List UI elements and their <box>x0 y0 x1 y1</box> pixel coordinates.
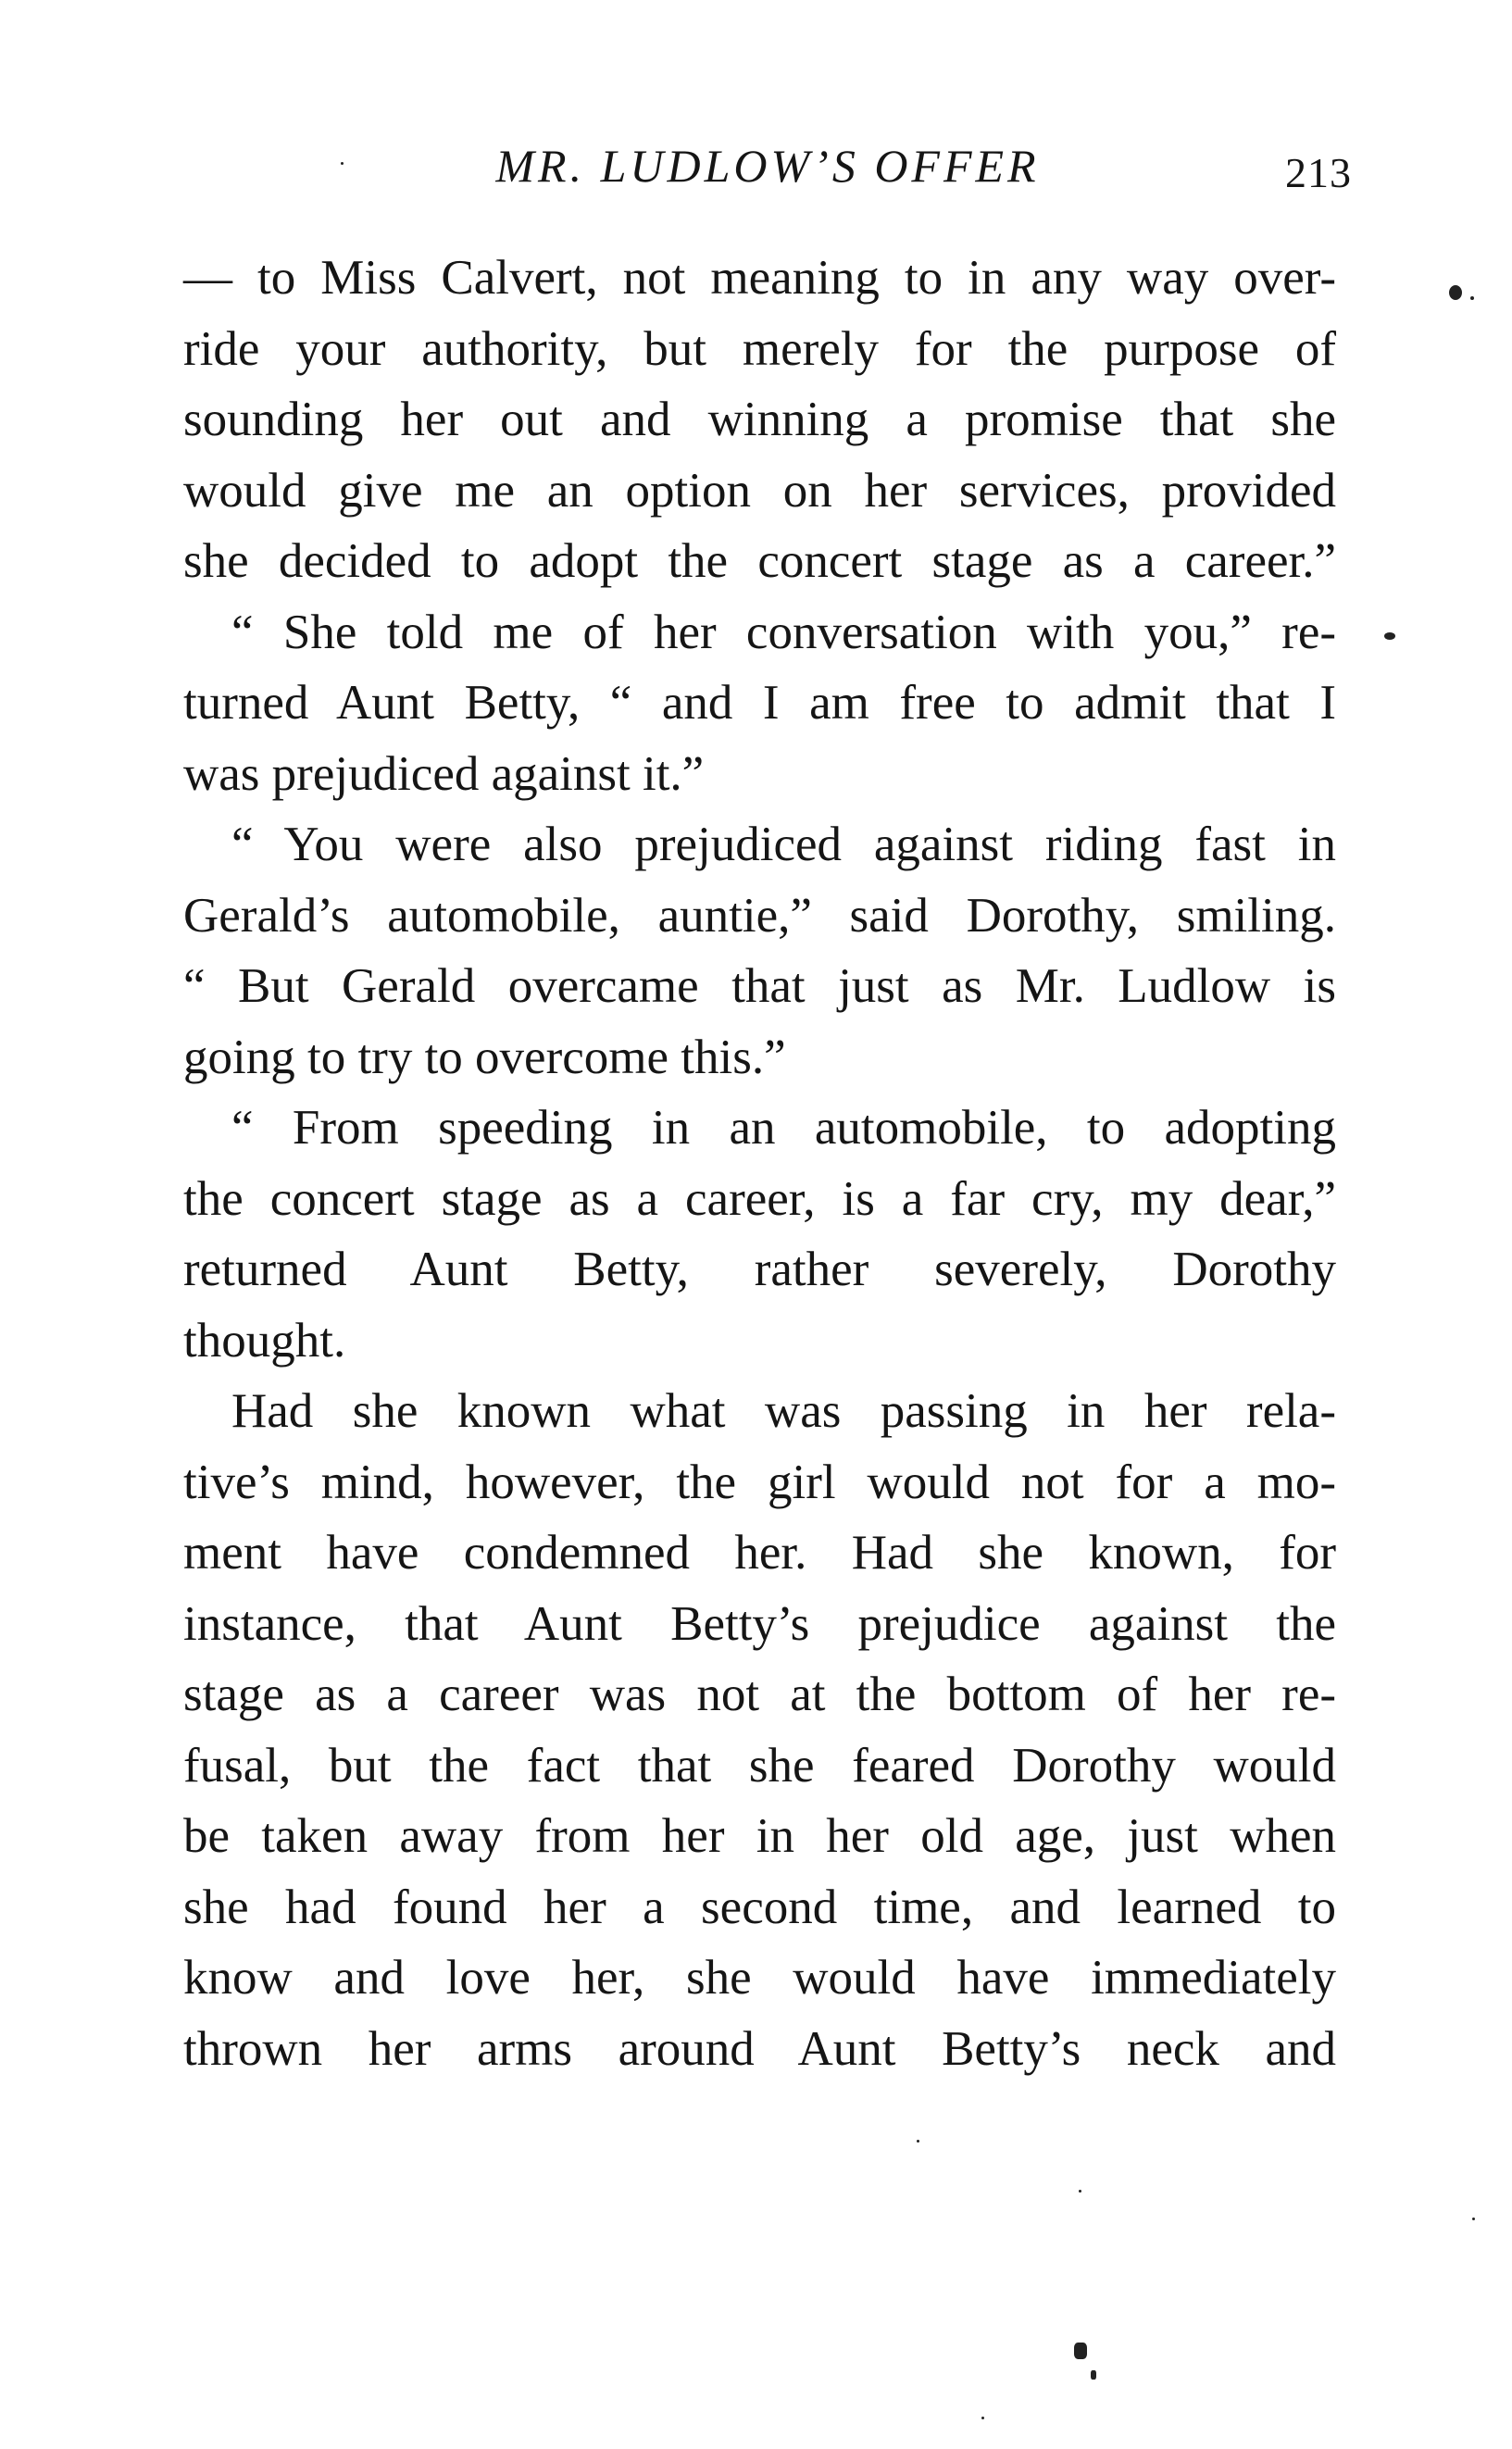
page-number: 213 <box>1285 149 1352 196</box>
text-line: stage as a career was not at the bottom of her re- <box>183 1668 1336 1721</box>
text-line: ment have condemned her. Had she known, for <box>183 1526 1336 1580</box>
text-line: “ From speeding in an automobile, to adopting <box>231 1101 1336 1155</box>
text-line: instance, that Aunt Betty’s prejudice against the <box>183 1596 1336 1651</box>
text-line: — to Miss Calvert, not meaning to in any way over- <box>183 251 1336 305</box>
scan-speck <box>1449 285 1462 300</box>
scan-speck <box>917 2140 919 2143</box>
text-line: she decided to adopt the concert stage as a career.” <box>183 534 1336 588</box>
text-line: Had she known what was passing in her rela- <box>231 1384 1336 1438</box>
text-line: returned Aunt Betty, rather severely, Dorothy <box>183 1243 1336 1296</box>
text-line: be taken away from her in her old age, just when <box>183 1809 1336 1863</box>
running-title: MR. LUDLOW’S OFFER <box>495 140 1040 192</box>
text-line: sounding her out and winning a promise that she <box>183 393 1336 446</box>
text-line: the concert stage as a career, is a far cry, my dear,” <box>183 1171 1336 1226</box>
scan-speck <box>1074 2343 1087 2359</box>
scan-speck <box>1470 296 1474 300</box>
text-line: “ But Gerald overcame that just as Mr. Ludlow is <box>183 959 1336 1013</box>
scan-speck <box>1472 2218 1475 2220</box>
text-line: tive’s mind, however, the girl would not for a mo- <box>183 1455 1336 1509</box>
scan-speck <box>1079 2190 1081 2193</box>
running-head <box>183 137 1352 202</box>
text-line: she had found her a second time, and learned to <box>183 1880 1336 1934</box>
body-text <box>183 243 1336 2084</box>
text-line: was prejudiced against it.” <box>183 746 705 801</box>
text-line: “ You were also prejudiced against riding fast in <box>231 818 1336 871</box>
text-line: “ She told me of her conversation with you,” re- <box>231 605 1336 659</box>
scan-speck <box>1384 632 1395 640</box>
text-line: going to try to overcome this.” <box>183 1030 786 1084</box>
text-line: know and love her, she would have immediately <box>183 1951 1336 2005</box>
scan-speck <box>1091 2370 1096 2380</box>
text-line: thrown her arms around Aunt Betty’s neck and <box>183 2021 1336 2076</box>
scan-speck <box>981 2417 984 2419</box>
text-line: Gerald’s automobile, auntie,” said Dorothy, smiling. <box>183 888 1336 943</box>
scan-speck <box>341 162 344 165</box>
text-line: ride your authority, but merely for the purpose of <box>183 321 1336 376</box>
text-line: thought. <box>183 1313 346 1368</box>
text-line: fusal, but the fact that she feared Dorothy would <box>183 1738 1336 1793</box>
text-line: turned Aunt Betty, “ and I am free to admit that I <box>183 676 1336 730</box>
text-line: would give me an option on her services, provided <box>183 463 1336 518</box>
